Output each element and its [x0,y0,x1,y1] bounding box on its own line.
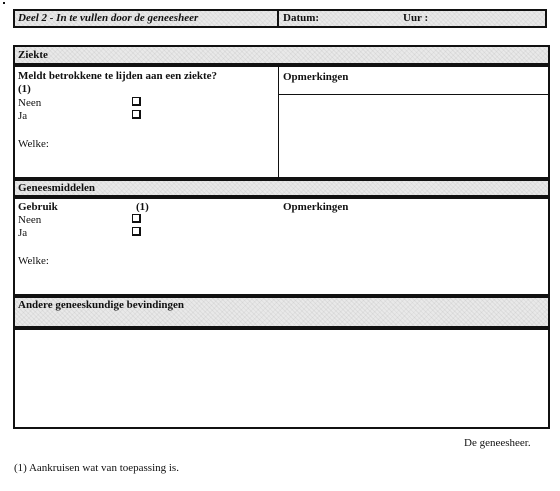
ziekte-rule [279,94,550,95]
date-field[interactable] [320,11,400,26]
ziekte-option-yes-label: Ja [18,110,28,122]
medication-option-yes-label: Ja [18,227,28,239]
footnote: (1) Aankruisen wat van toepassing is. [14,462,179,474]
ziekte-footnote-ref: (1) [18,83,31,95]
time-field[interactable] [432,11,542,26]
ziekte-question: Meldt betrokkene te lijden aan een ziekte? [18,70,217,82]
medication-yes-checkbox[interactable] [132,227,141,236]
section-title-medication: Geneesmiddelen [18,182,95,194]
date-label: Datum: [283,12,320,24]
ziekte-remarks-field[interactable] [283,97,545,175]
medication-remarks-field[interactable] [283,214,545,292]
section-title-ziekte: Ziekte [18,49,48,61]
ziekte-yes-checkbox[interactable] [132,110,141,119]
stray-mark [3,2,5,4]
section-header-ziekte [13,45,550,65]
part-title: Deel 2 - In te vullen door de geneesheer [18,12,199,24]
time-label: Uur : [403,12,429,24]
medication-no-checkbox[interactable] [132,214,141,223]
findings-body[interactable] [13,328,550,429]
ziekte-which-label: Welke: [18,138,49,150]
signature-label: De geneesheer. [464,437,531,449]
medication-which-label: Welke: [18,255,49,267]
medication-footnote-ref: (1) [136,201,149,213]
ziekte-no-checkbox[interactable] [132,97,141,106]
medication-remarks-label: Opmerkingen [283,201,349,213]
section-title-findings: Andere geneeskundige bevindingen [18,299,185,311]
medication-use-label: Gebruik [18,201,58,213]
ziekte-option-no-label: Neen [18,97,42,109]
medication-option-no-label: Neen [18,214,42,226]
ziekte-divider [278,65,279,179]
ziekte-remarks-label: Opmerkingen [283,71,349,83]
